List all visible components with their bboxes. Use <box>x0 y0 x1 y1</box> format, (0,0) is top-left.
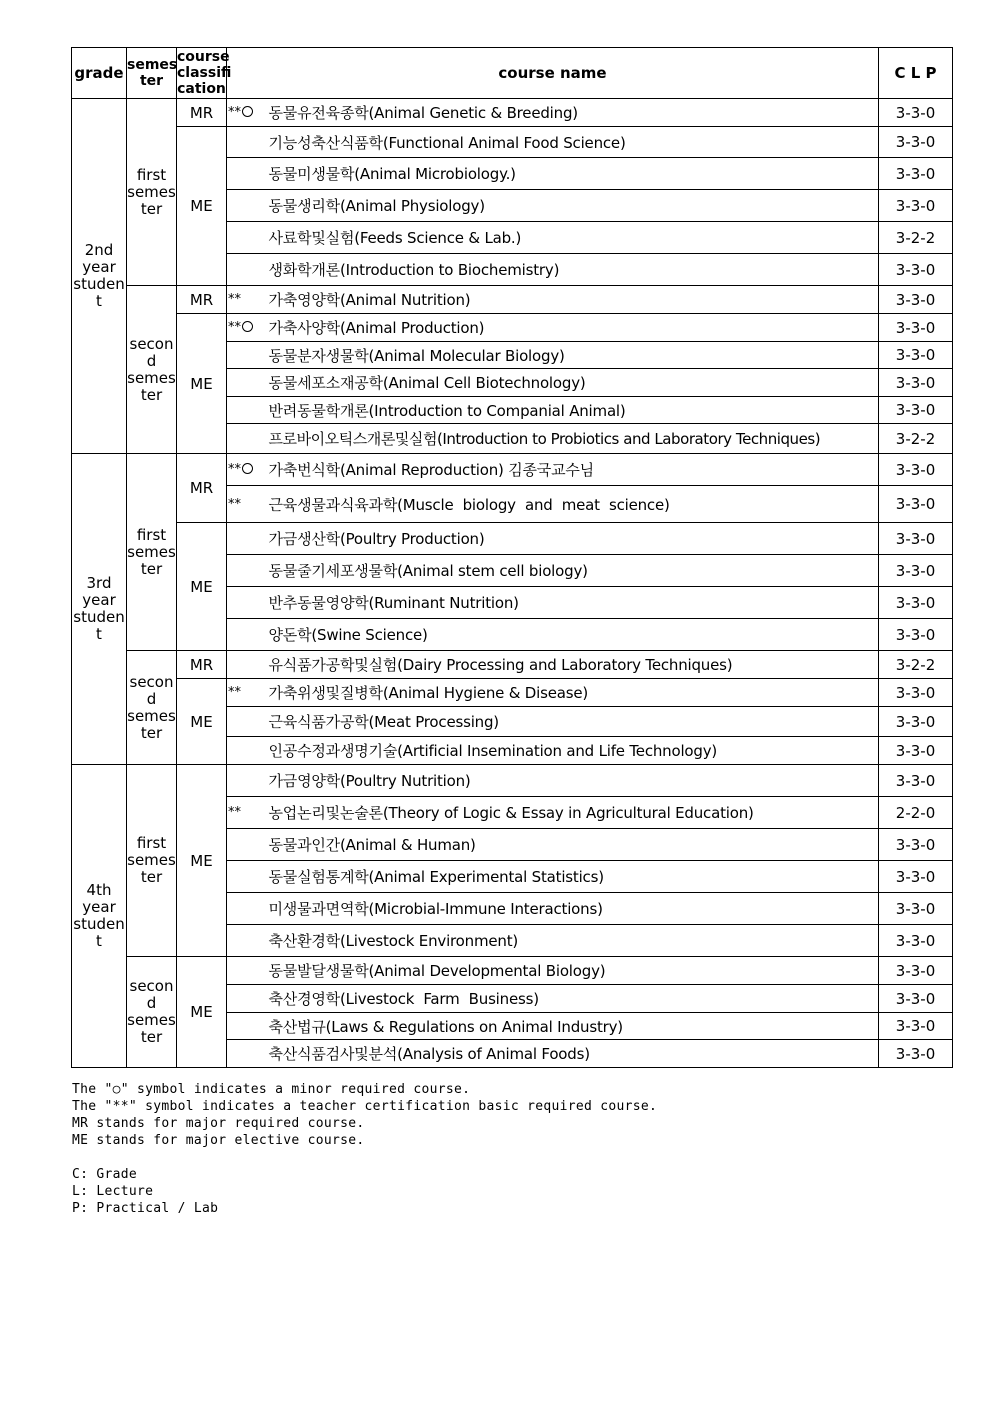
course-name: 동물유전육종학(Animal Genetic & Breeding) <box>269 99 879 127</box>
footnotes <box>72 1081 657 1217</box>
mark-cell <box>227 486 269 523</box>
course-name: 가축위생및질병학(Animal Hygiene & Disease) <box>269 679 879 707</box>
teacher-cert-mark: ** <box>228 496 241 512</box>
teacher-cert-mark: ** <box>228 685 241 700</box>
mark-cell <box>227 707 269 737</box>
clp-value: 3-3-0 <box>879 523 953 555</box>
mark-cell <box>227 861 269 893</box>
semester-cell: secon d semes ter <box>127 957 177 1068</box>
table-row <box>72 765 953 797</box>
mark-cell <box>227 893 269 925</box>
course-table <box>71 47 953 1068</box>
clp-value: 3-3-0 <box>879 454 953 486</box>
legend-p: P: Practical / Lab <box>72 1201 219 1216</box>
clp-value: 3-3-0 <box>879 619 953 651</box>
classification-cell: MR <box>177 286 227 314</box>
mark-cell <box>227 158 269 190</box>
clp-value: 2-2-0 <box>879 797 953 829</box>
header-grade: grade <box>72 48 127 99</box>
legend-c: C: Grade <box>72 1167 138 1182</box>
clp-value: 3-2-2 <box>879 424 953 454</box>
clp-value: 3-3-0 <box>879 985 953 1013</box>
table-row <box>72 99 953 127</box>
course-name: 생화학개론(Introduction to Biochemistry) <box>269 254 879 286</box>
mark-cell <box>227 619 269 651</box>
course-name: 가축영양학(Animal Nutrition) <box>269 286 879 314</box>
classification-cell: MR <box>177 99 227 127</box>
teacher-cert-mark: ** <box>228 105 241 120</box>
course-name: 유식품가공학및실험(Dairy Processing and Laboratory Techniques) <box>269 651 879 679</box>
course-name: 근육식품가공학(Meat Processing) <box>269 707 879 737</box>
header-clp: C L P <box>879 48 953 99</box>
mark-cell <box>227 651 269 679</box>
clp-value: 3-3-0 <box>879 829 953 861</box>
semester-cell: first semes ter <box>127 454 177 651</box>
classification-cell: ME <box>177 679 227 765</box>
semester-cell: secon d semes ter <box>127 286 177 454</box>
course-name: 가축사양학(Animal Production) <box>269 314 879 342</box>
clp-value: 3-3-0 <box>879 861 953 893</box>
mark-cell <box>227 99 269 127</box>
course-name: 축산경영학(Livestock Farm Business) <box>269 985 879 1013</box>
classification-cell: ME <box>177 314 227 454</box>
minor-required-circle-icon <box>242 321 253 332</box>
teacher-cert-mark: ** <box>228 805 241 820</box>
grade-cell: 4th year studen t <box>72 765 127 1068</box>
clp-value: 3-3-0 <box>879 587 953 619</box>
clp-value: 3-3-0 <box>879 397 953 424</box>
course-name: 양돈학(Swine Science) <box>269 619 879 651</box>
table-row <box>72 127 953 158</box>
course-name: 축산환경학(Livestock Environment) <box>269 925 879 957</box>
mark-cell <box>227 523 269 555</box>
clp-value: 3-3-0 <box>879 369 953 397</box>
course-name: 반려동물학개론(Introduction to Companial Animal) <box>269 397 879 424</box>
mark-cell <box>227 369 269 397</box>
clp-value: 3-3-0 <box>879 737 953 765</box>
semester-cell: first semes ter <box>127 765 177 957</box>
clp-value: 3-3-0 <box>879 190 953 222</box>
clp-value: 3-2-2 <box>879 222 953 254</box>
table-row <box>72 679 953 707</box>
course-name: 동물생리학(Animal Physiology) <box>269 190 879 222</box>
header-semester: semes ter <box>127 48 177 99</box>
table-row <box>72 454 953 486</box>
clp-value: 3-3-0 <box>879 893 953 925</box>
course-name: 동물세포소재공학(Animal Cell Biotechnology) <box>269 369 879 397</box>
classification-cell: ME <box>177 523 227 651</box>
clp-value: 3-3-0 <box>879 555 953 587</box>
clp-value: 3-3-0 <box>879 127 953 158</box>
mark-cell <box>227 925 269 957</box>
course-name: 인공수정과생명기술(Artificial Insemination and Life Technology) <box>269 737 879 765</box>
clp-value: 3-3-0 <box>879 765 953 797</box>
mark-cell <box>227 222 269 254</box>
spacer <box>72 1149 657 1166</box>
table-row <box>72 314 953 342</box>
course-name: 동물분자생물학(Animal Molecular Biology) <box>269 342 879 369</box>
course-name: 프로바이오틱스개론및실험(Introduction to Probiotics and Laboratory Techniques) <box>269 424 879 454</box>
header-classification: course classifi cation <box>177 49 232 97</box>
header-course-name: course name <box>227 48 879 99</box>
clp-value: 3-3-0 <box>879 957 953 985</box>
mark-cell <box>227 424 269 454</box>
mark-cell <box>227 314 269 342</box>
clp-value: 3-3-0 <box>879 707 953 737</box>
course-name: 반추동물영양학(Ruminant Nutrition) <box>269 587 879 619</box>
course-name: 축산법규(Laws & Regulations on Animal Industry) <box>269 1013 879 1040</box>
semester-cell: first semes ter <box>127 99 177 286</box>
classification-cell: ME <box>177 127 227 286</box>
teacher-cert-mark: ** <box>228 320 241 335</box>
course-name: 가금영양학(Poultry Nutrition) <box>269 765 879 797</box>
mark-cell <box>227 127 269 158</box>
clp-value: 3-3-0 <box>879 158 953 190</box>
mark-cell <box>227 985 269 1013</box>
mark-cell <box>227 555 269 587</box>
table-row <box>72 651 953 679</box>
table-row <box>72 523 953 555</box>
course-name: 가금생산학(Poultry Production) <box>269 523 879 555</box>
header-row <box>72 48 953 99</box>
mark-cell <box>227 765 269 797</box>
mark-cell <box>227 587 269 619</box>
grade-cell: 3rd year studen t <box>72 454 127 765</box>
classification-cell: MR <box>177 651 227 679</box>
note-minor-required: The "○" symbol indicates a minor required course. <box>72 1082 471 1097</box>
mark-cell <box>227 397 269 424</box>
course-name: 가축번식학(Animal Reproduction) 김종국교수님 <box>269 454 879 486</box>
clp-value: 3-3-0 <box>879 679 953 707</box>
note-teacher-certification: The "**" symbol indicates a teacher certification basic required course. <box>72 1099 658 1114</box>
clp-value: 3-3-0 <box>879 342 953 369</box>
course-name: 동물미생물학(Animal Microbiology.) <box>269 158 879 190</box>
minor-required-circle-icon <box>242 463 253 474</box>
mark-cell <box>227 1013 269 1040</box>
course-name: 농업논리및논술론(Theory of Logic & Essay in Agricultural Education) <box>269 797 879 829</box>
mark-cell <box>227 737 269 765</box>
teacher-cert-mark: ** <box>228 462 241 477</box>
clp-value: 3-3-0 <box>879 254 953 286</box>
clp-value: 3-3-0 <box>879 286 953 314</box>
mark-cell <box>227 454 269 486</box>
course-name: 근육생물과식육과학(Muscle biology and meat science) <box>269 486 879 523</box>
mark-cell <box>227 1040 269 1068</box>
mark-cell <box>227 342 269 369</box>
semester-cell: secon d semes ter <box>127 651 177 765</box>
mark-cell <box>227 190 269 222</box>
mark-cell <box>227 797 269 829</box>
table-row <box>72 286 953 314</box>
course-name: 축산식품검사및분석(Analysis of Animal Foods) <box>269 1040 879 1068</box>
grade-cell: 2nd year studen t <box>72 99 127 454</box>
course-name: 동물발달생물학(Animal Developmental Biology) <box>269 957 879 985</box>
classification-cell: ME <box>177 765 227 957</box>
course-name: 동물실험통계학(Animal Experimental Statistics) <box>269 861 879 893</box>
mark-cell <box>227 829 269 861</box>
classification-cell: MR <box>177 454 227 523</box>
course-name: 동물과인간(Animal & Human) <box>269 829 879 861</box>
clp-value: 3-3-0 <box>879 314 953 342</box>
mark-cell <box>227 957 269 985</box>
mark-cell <box>227 679 269 707</box>
teacher-cert-mark: ** <box>228 292 241 307</box>
table-row <box>72 957 953 985</box>
minor-required-circle-icon <box>242 106 253 117</box>
mark-cell <box>227 254 269 286</box>
classification-cell: ME <box>177 957 227 1068</box>
clp-value: 3-3-0 <box>879 925 953 957</box>
clp-value: 3-2-2 <box>879 651 953 679</box>
course-name: 동물줄기세포생물학(Animal stem cell biology) <box>269 555 879 587</box>
note-mr: MR stands for major required course. <box>72 1116 365 1131</box>
clp-value: 3-3-0 <box>879 99 953 127</box>
course-name: 미생물과면역학(Microbial-Immune Interactions) <box>269 893 879 925</box>
clp-value: 3-3-0 <box>879 1040 953 1068</box>
legend-l: L: Lecture <box>72 1184 154 1199</box>
mark-cell <box>227 286 269 314</box>
course-name: 기능성축산식품학(Functional Animal Food Science) <box>269 127 879 158</box>
course-name: 사료학및실험(Feeds Science & Lab.) <box>269 222 879 254</box>
note-me: ME stands for major elective course. <box>72 1133 365 1148</box>
clp-value: 3-3-0 <box>879 486 953 523</box>
clp-value: 3-3-0 <box>879 1013 953 1040</box>
